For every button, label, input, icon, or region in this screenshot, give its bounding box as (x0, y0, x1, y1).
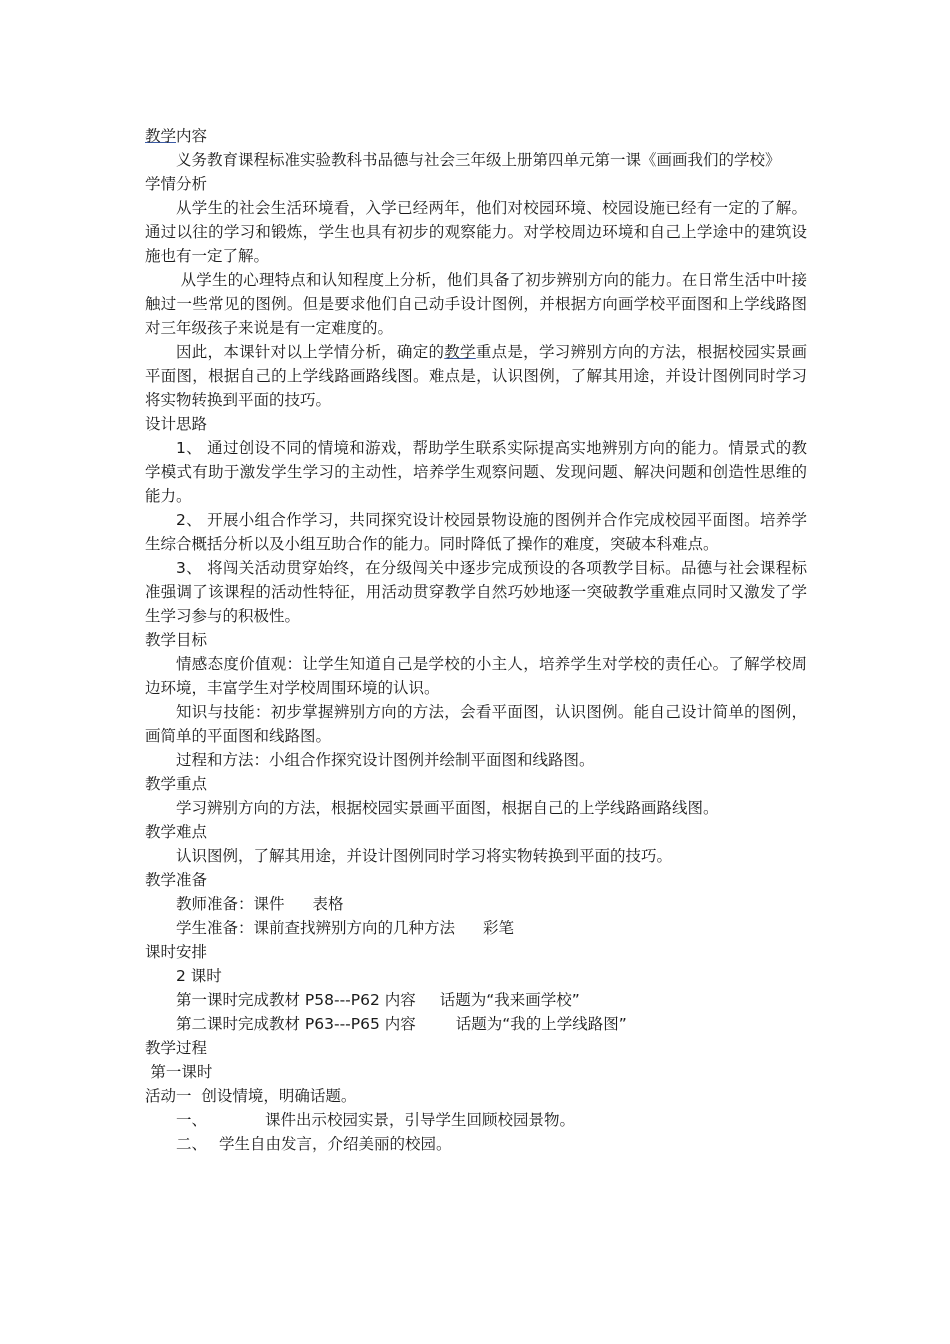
section-title-analysis: 学情分析 (145, 175, 208, 193)
prep-teacher-line: 教师准备：课件 表格 (176, 895, 344, 913)
difficulty-paragraph: 认识图例，了解其用途，并设计图例同时学习将实物转换到平面的技巧。 (176, 847, 673, 865)
section-title-content: 教学内容 (145, 127, 208, 145)
document-page (145, 124, 807, 1156)
section-title-prep: 教学准备 (145, 871, 208, 889)
section-title-schedule: 课时安排 (145, 943, 208, 961)
goals-paragraph-1: 情感态度价值观：让学生知道自己是学校的小主人，培养学生对学校的责任心。了解学校周边环境，丰富学生对学校周围环境的认识。 (145, 655, 807, 697)
process-step-2: 二、 学生自由发言，介绍美丽的校园。 (176, 1135, 452, 1153)
section-title-process: 教学过程 (145, 1039, 208, 1057)
teaching-link-2[interactable]: 教学 (444, 343, 476, 361)
design-item-3: 3、 将闯关活动贯穿始终，在分级闯关中逐步完成预设的各项教学目标。品德与社会课程标准强调了该课程的活动性特征，用活动贯穿教学自然巧妙地逐一突破教学重难点同时又激发了学生学习参与的积极性。 (145, 559, 807, 625)
section-title-goals: 教学目标 (145, 631, 208, 649)
schedule-count: 2 课时 (176, 967, 222, 985)
process-step-1: 一、 课件出示校园实景，引导学生回顾校园景物。 (176, 1111, 576, 1129)
prep-student-line: 学生准备：课前查找辨别方向的几种方法 彩笔 (176, 919, 515, 937)
design-item-1: 1、 通过创设不同的情境和游戏，帮助学生联系实际提高实地辨别方向的能力。情景式的教学模式有助于激发学生学习的主动性，培养学生观察问题、发现问题、解决问题和创造性思维的能力。 (145, 439, 807, 505)
design-item-2: 2、 开展小组合作学习，共同探究设计校园景物设施的图例并合作完成校园平面图。培养学生综合概括分析以及小组互助合作的能力。同时降低了操作的难度，突破本科难点。 (145, 511, 807, 553)
goals-paragraph-3: 过程和方法：小组合作探究设计图例并绘制平面图和线路图。 (176, 751, 595, 769)
section-title-difficulty: 教学难点 (145, 823, 208, 841)
key-paragraph: 学习辨别方向的方法，根据校园实景画平面图，根据自己的上学线路画路线图。 (176, 799, 719, 817)
section-title-key: 教学重点 (145, 775, 208, 793)
process-activity-1: 活动一 创设情境，明确话题。 (145, 1087, 357, 1105)
goals-paragraph-2: 知识与技能：初步掌握辨别方向的方法，会看平面图，认识图例。能自己设计简单的图例，画简单的平面图和线路图。 (145, 703, 807, 745)
analysis-paragraph-1: 从学生的社会生活环境看，入学已经两年，他们对校园环境、校园设施已经有一定的了解。通过以往的学习和锻炼，学生也具有初步的观察能力。对学校周边环境和自己上学途中的建筑设施也有一定了解。 (145, 199, 807, 265)
teaching-link[interactable]: 教学 (145, 127, 177, 145)
analysis-paragraph-3: 因此，本课针对以上学情分析，确定的教学重点是，学习辨别方向的方法，根据校园实景画平面图，根据自己的上学线路画路线图。难点是，认识图例，了解其用途，并设计图例同时学习将实物转换到平面的技巧。 (145, 343, 807, 409)
schedule-second-lesson: 第二课时完成教材 P63---P65 内容 话题为“我的上学线路图” (176, 1015, 627, 1033)
process-lesson-title: 第一课时 (150, 1063, 213, 1081)
section-title-design: 设计思路 (145, 415, 208, 433)
content-paragraph: 义务教育课程标准实验教科书品德与社会三年级上册第四单元第一课《画画我们的学校》 (176, 151, 781, 169)
analysis-paragraph-2: 从学生的心理特点和认知程度上分析，他们具备了初步辨别方向的能力。在日常生活中叶接触过一些常见的图例。但是要求他们自己动手设计图例，并根据方向画学校平面图和上学线路图对三年级孩子来说是有一定难度的。 (145, 271, 807, 337)
schedule-first-lesson: 第一课时完成教材 P58---P62 内容 话题为“我来画学校” (176, 991, 580, 1009)
